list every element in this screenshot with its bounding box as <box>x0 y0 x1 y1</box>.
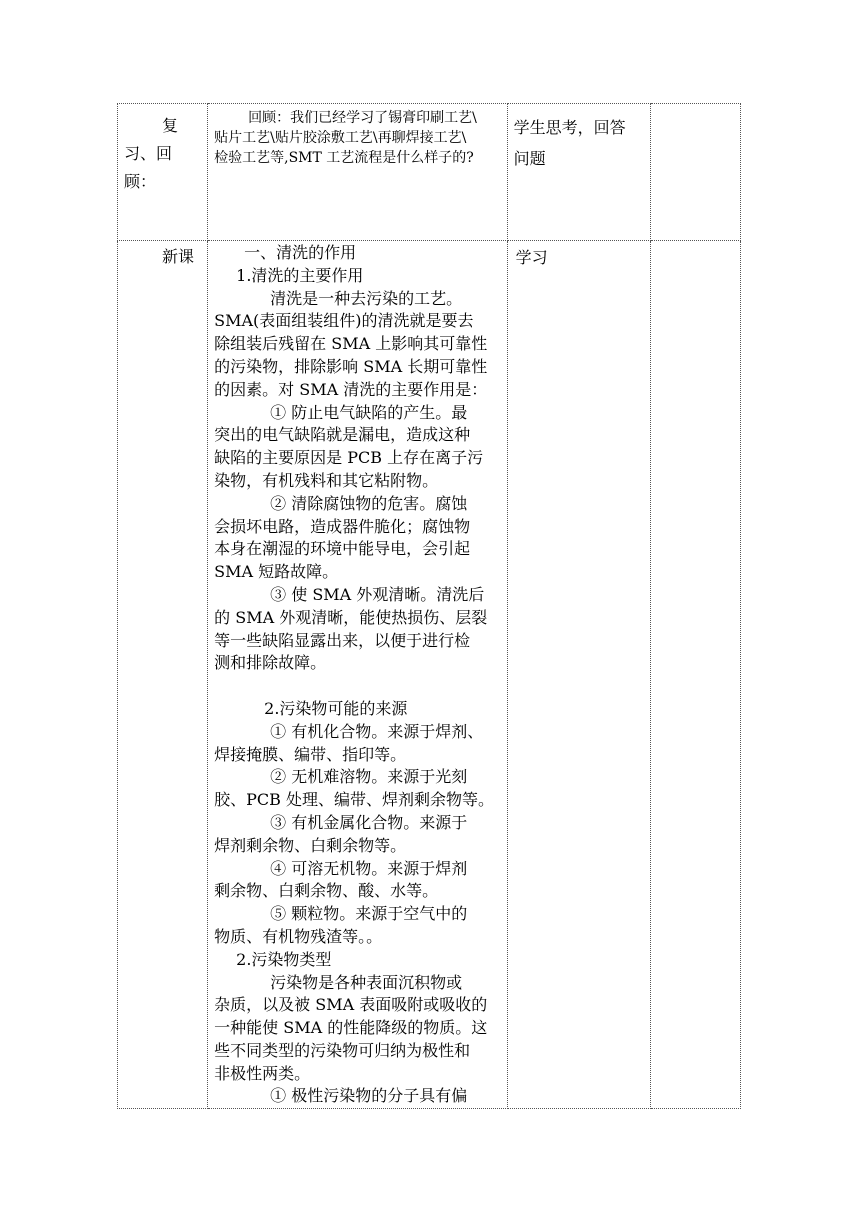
subsection-heading: 1.清洗的主要作用 <box>236 265 364 285</box>
student-activity-line: 问题 <box>513 149 546 168</box>
list-item-line: ③ 使 SMA 外观清晰。清洗后 <box>270 584 485 604</box>
paragraph-line: 的因素。对 SMA 清洗的主要作用是： <box>214 379 488 399</box>
list-item-line: ② 清除腐蚀物的危害。腐蚀 <box>270 493 468 513</box>
list-item-line: ③ 有机金属化合物。来源于 <box>270 812 468 832</box>
stage-label-line2: 习、回顾： <box>124 144 173 191</box>
paragraph-line: 除组装后残留在 SMA 上影响其可靠性 <box>214 334 488 354</box>
subsection-heading: 2.污染物类型 <box>236 949 332 969</box>
teacher-activity-cell-review <box>208 104 507 241</box>
student-activity-line: 学生思考，回答 <box>513 118 626 137</box>
paragraph-line: 胶、PCB 处理、编带、焊剂剩余物等。 <box>214 790 494 810</box>
list-item-line: ① 防止电气缺陷的产生。最 <box>270 402 468 422</box>
paragraph-line: 污染物是各种表面沉积物或 <box>270 972 463 992</box>
paragraph-line: 杂质，以及被 SMA 表面吸附或吸收的 <box>214 995 488 1015</box>
blank-line <box>214 675 504 698</box>
note-cell-review <box>650 104 740 241</box>
paragraph-line: 等一些缺陷显露出来，以便于进行检 <box>214 630 471 650</box>
list-item-line: ① 极性污染物的分子具有偏 <box>270 1086 468 1106</box>
paragraph-line: 物质、有机物残渣等。。 <box>214 926 383 946</box>
paragraph-line: 突出的电气缺陷就是漏电，造成这种 <box>214 425 471 445</box>
list-item-line: ① 有机化合物。来源于焊剂、 <box>270 721 484 741</box>
paragraph-line: 本身在潮湿的环境中能导电，会引起 <box>214 539 471 559</box>
list-item-line: ⑤ 颗粒物。来源于空气中的 <box>270 904 468 924</box>
teacher-activity-cell-new <box>208 241 507 1109</box>
student-activity-new: 学习 <box>515 248 548 267</box>
paragraph-line: SMA 短路故障。 <box>214 562 339 582</box>
new-lesson-row <box>118 241 741 1109</box>
section-heading: 一、清洗的作用 <box>244 243 357 262</box>
paragraph-line: 缺陷的主要原因是 PCB 上存在离子污 <box>214 448 484 468</box>
paragraph-line: 剩余物、白剩余物、酸、水等。 <box>214 881 439 901</box>
review-text-line: 检验工艺等,SMT 工艺流程是什么样子的? <box>214 150 474 166</box>
student-activity-cell-review <box>507 104 650 241</box>
paragraph-line: 的污染物，排除影响 SMA 长期可靠性 <box>214 356 488 376</box>
paragraph-line: 非极性两类。 <box>214 1063 311 1083</box>
paragraph-line: 清洗是一种去污染的工艺。 <box>270 288 463 308</box>
review-row <box>118 104 741 241</box>
review-text-line: 贴片工艺\贴片胶涂敷工艺\再聊焊接工艺\ <box>214 130 467 146</box>
list-item-line: ④ 可溶无机物。来源于焊剂 <box>270 858 468 878</box>
student-activity-cell-new <box>507 241 650 1109</box>
paragraph-line: 测和排除故障。 <box>214 653 327 673</box>
paragraph-line: 会损坏电路，造成器件脆化；腐蚀物 <box>214 516 471 536</box>
list-item-line: ② 无机难溶物。来源于光刻 <box>270 767 468 787</box>
paragraph-line: 一种能使 SMA 的性能降级的物质。这 <box>214 1018 488 1038</box>
paragraph-line: 些不同类型的污染物可归纳为极性和 <box>214 1040 471 1060</box>
paragraph-line: 焊剂剩余物、白剩余物等。 <box>214 835 407 855</box>
stage-cell-review <box>118 104 208 241</box>
lesson-content <box>208 241 506 1108</box>
lesson-plan-table <box>117 103 741 1109</box>
subsection-heading: 2.污染物可能的来源 <box>264 698 408 718</box>
stage-cell-new <box>118 241 208 1109</box>
note-cell-new <box>650 241 740 1109</box>
stage-label-new: 新课 <box>162 247 195 266</box>
stage-label-line1: 复 <box>162 116 179 135</box>
paragraph-line: 的 SMA 外观清晰，能使热损伤、层裂 <box>214 607 488 627</box>
review-text-line: 回顾：我们已经学习了锡膏印刷工艺\ <box>248 110 477 126</box>
paragraph-line: SMA(表面组装组件)的清洗就是要去 <box>214 311 474 331</box>
paragraph-line: 染物，有机残料和其它粘附物。 <box>214 470 439 490</box>
paragraph-line: 焊接掩膜、编带、指印等。 <box>214 744 407 764</box>
